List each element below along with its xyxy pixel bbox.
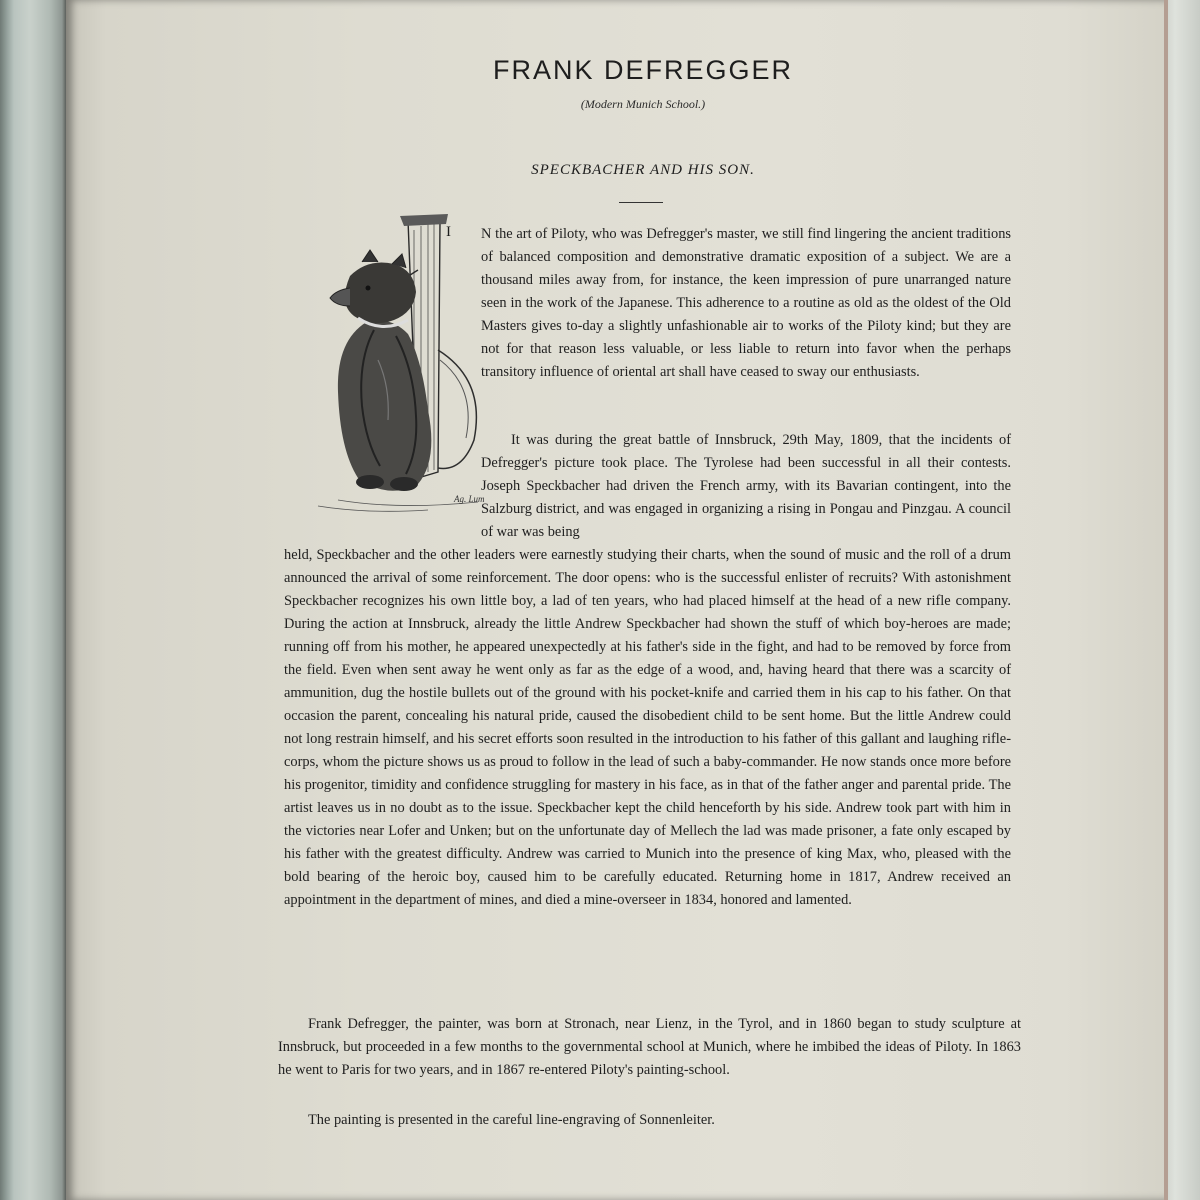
school-subtitle: (Modern Munich School.) xyxy=(580,97,706,111)
engraver-signature: Ag. Lum xyxy=(454,494,485,504)
drop-cap: I xyxy=(446,224,451,240)
paragraph-2-continued: held, Speckbacher and the other leaders were earnestly studying their charts, when the sound of music and the roll of a drum announced the arrival of some reinforcement. The door opens: who is the successful enlister of recruits? With astonishment Speckbacher recognizes his own little boy, a lad of ten years, who had placed himself at the head of a new rifle company. During the action at Innsbruck, already the little Andrew Speckbacher had shown the stuff of which boy-heroes are made; running off from his mother, he appeared unexpectedly at his father's side in the fight, and had to be removed by force from the field. Even when sent away he went only as far as the edge of a wood, and, having heard that there was a scarcity of ammunition, dug the hostile bullets out of the ground with his pocket-knife and carried them in his cap to his father. On that occasion the parent, concealing his natural pride, caused the disobedient child to be sent home. But the little Andrew could not long restrain himself, and his secret efforts soon resulted in the introduction to his father of this gallant and laughing rifle-corps, whom the picture shows us as proud to follow in the lead of such a baby-commander. He now stands once more before his progenitor, timidity and confidence struggling for mastery in his face, as in that of the father anger and parental pride. The artist leaves us in no doubt as to the issue. Speckbacher kept the child henceforth by his side. Andrew took part with him in the victories near Lofer and Unken; but on the unfortunate day of Mellech the lad was made prisoner, a fate only escaped by his father with the greatest difficulty. Andrew was carried to Munich into the presence of king Max, who, pleased with the bold bearing of the heroic boy, caused him to be carefully educated. Returning home in 1817, Andrew received an appointment in the department of mines, and died a mine-overseer in 1834, honored and lamented. xyxy=(284,547,1011,908)
title-divider xyxy=(619,202,663,203)
paragraph-1: N the art of Piloty, who was Defregger's master, we still find lingering the ancient traditions of balanced composition and demonstrative dramatic exposition of a subject. We are a thousand miles away from, for instance, the keen impression of pure unarranged nature seen in the work of the Japanese. This adherence to a routine as old as the oldest of the Old Masters gives to-day a slightly unfashionable air to works of the Piloty kind; but they are not for that reason less valuable, or less liable to return into favor when the perhaps transitory influence of oriental art shall have ceased to sway our enthusiasts. xyxy=(481,226,1011,380)
page-title: FRANK DEFREGGER xyxy=(492,55,794,85)
book-page xyxy=(66,0,1168,1200)
paragraph-3: Frank Defregger, the painter, was born at Stronach, near Lienz, in the Tyrol, and in 1860 began to study sculpture at Innsbruck, but proceeded in a few months to the governmental school at Munich, where he imbibed the ideas of Piloty. In 1863 he went to Paris for two years, and in 1867 re-entered Piloty's painting-school. xyxy=(278,1016,1021,1078)
binder-right-edge xyxy=(1165,0,1200,1200)
paragraph-4: The painting is presented in the careful line-engraving of Sonnenleiter. xyxy=(308,1112,715,1128)
painting-title: SPECKBACHER AND HIS SON. xyxy=(531,162,755,178)
page-edge xyxy=(1164,0,1168,1200)
paragraph-2-start: It was during the great battle of Innsbruck, 29th May, 1809, that the incidents of Defregger's picture took place. The Tyrolese had been successful in all their contests. Joseph Speckbacher had driven the French army, with its Bavarian contingent, into the Salzburg district, and was engaged in organizing a rising in Pongau and Pinzgau. A council of war was being xyxy=(481,432,1011,540)
